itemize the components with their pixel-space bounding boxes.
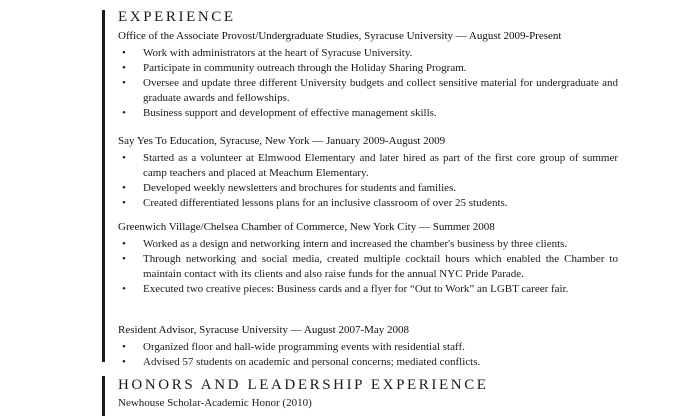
bullet-item: • Business support and development of effective management skills. [118,106,618,121]
experience-entry [118,323,618,370]
entry-heading: Say Yes To Education, Syracuse, New York — January 2009-August 2009 [118,135,446,147]
entry-bullet-list [118,340,618,370]
bullet-item: • Organized floor and hall-wide programming events with residential staff. [118,340,618,355]
bullet-item: • Participate in community outreach through the Holiday Sharing Program. [118,61,618,76]
experience-entry [118,29,618,121]
bullet-item: • Worked as a design and networking intern and increased the chamber's business by three clients. [118,237,618,252]
bullet-item: • Developed weekly newsletters and brochures for students and families. [118,181,618,196]
entry-heading: Greenwich Village/Chelsea Chamber of Commerce, New York City — Summer 2008 [118,221,495,233]
honors-heading: HONORS AND LEADERSHIP EXPERIENCE [118,377,489,393]
bullet-item: • Started as a volunteer at Elmwood Elementary and later hired as part of the first core group of summer camp teachers and placed at Meachum Elementary. [118,151,618,181]
section-divider-rule [102,10,105,362]
honors-entry: Newhouse Scholar-Academic Honor (2010) [118,397,312,409]
bullet-item: • Through networking and social media, created multiple cocktail hours which enabled the Chamber to maintain contact with its clients and also raise funds for the annual NYC Pride Parade. [118,252,618,282]
section-divider-rule [102,376,105,416]
bullet-item: • Executed two creative pieces: Business cards and a flyer for “Out to Work” an LGBT career fair. [118,282,618,297]
bullet-item: • Created differentiated lessons plans for an inclusive classroom of over 25 students. [118,196,618,211]
entry-bullet-list [118,151,618,211]
entry-heading: Office of the Associate Provost/Undergraduate Studies, Syracuse University — August 2009-Present [118,30,562,42]
entry-heading: Resident Advisor, Syracuse University — August 2007-May 2008 [118,324,410,336]
bullet-item: • Work with administrators at the heart of Syracuse University. [118,46,618,61]
entry-bullet-list [118,46,618,121]
experience-heading: EXPERIENCE [118,9,236,25]
bullet-item: • Oversee and update three different University budgets and collect sensitive material for undergraduate and graduate awards and fellowships. [118,76,618,106]
bullet-item: • Advised 57 students on academic and personal concerns; mediated conflicts. [118,355,618,370]
experience-entry [118,134,618,211]
entry-bullet-list [118,237,618,297]
experience-entry [118,220,618,297]
